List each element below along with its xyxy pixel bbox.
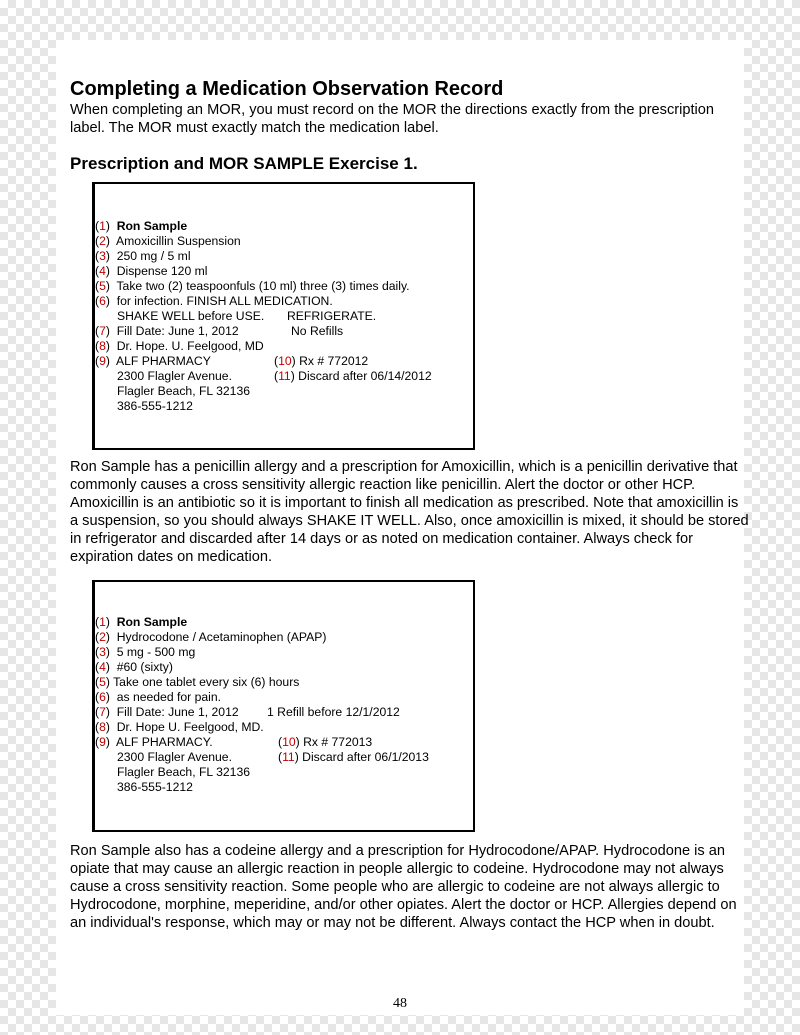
label-line-address: 2300 Flagler Avenue. (11) Discard after 06/14/2012 bbox=[117, 369, 432, 383]
label-line-7: (7) Fill Date: June 1, 2012 1 Refill before 12/1/2012 bbox=[95, 705, 400, 719]
label-line-8: (8) Dr. Hope. U. Feelgood, MD bbox=[95, 339, 264, 353]
label-line-6: (6) as needed for pain. bbox=[95, 690, 222, 704]
hydrocodone-paragraph: Ron Sample also has a codeine allergy and a prescription for Hydrocodone/APAP. Hydrocodone is an opiate that may cause an allergic reaction in people allergic to codeine. Hydrocodone may not always cause a cross sensitivity reaction. Some people who are allergic to codeine are not always allergic to Hydrocodone, morphine, meperidine, and/or other opiates. Alert the doctor or HCP. Allergies depend on an individual's response, which may or may not be different. Always contact the HCP when in doubt. bbox=[70, 843, 737, 931]
amoxicillin-paragraph: Ron Sample has a penicillin allergy and a prescription for Amoxicillin, which is a penicillin derivative that commonly causes a cross sensitivity allergic reaction like penicillin. Alert the doctor or other HCP. Amoxicillin is an antibiotic so it is important to finish all medication as prescribed. Note that amoxicillin is a suspension, so you should always SHAKE IT WELL. Also, once amoxicillin is mixed, it should be stored in refrigerator and discarded after 14 days or as noted on medication container. Always check for expiration dates on medication. bbox=[70, 459, 749, 565]
prescription-label-1-text bbox=[95, 219, 432, 414]
label-line-9: (9) ALF PHARMACY. (10) Rx # 772013 bbox=[95, 735, 373, 749]
label-line-8: (8) Dr. Hope U. Feelgood, MD. bbox=[95, 720, 264, 734]
label-line-phone: 386-555-1212 bbox=[117, 399, 193, 413]
page-number: 48 bbox=[393, 996, 407, 1011]
exercise-heading: Prescription and MOR SAMPLE Exercise 1. bbox=[70, 154, 418, 173]
intro-paragraph: When completing an MOR, you must record on the MOR the directions exactly from the prescription label. The MOR must exactly match the medication label. bbox=[70, 102, 715, 136]
label-line-4: (4) Dispense 120 ml bbox=[95, 264, 208, 278]
label-line-6b: SHAKE WELL before USE. REFRIGERATE. bbox=[117, 309, 377, 323]
prescription-label-2-text bbox=[95, 615, 429, 795]
label-line-5: (5) Take two (2) teaspoonfuls (10 ml) three (3) times daily. bbox=[95, 279, 410, 293]
page-title: Completing a Medication Observation Record bbox=[70, 78, 504, 100]
label-line-3: (3) 250 mg / 5 ml bbox=[95, 249, 191, 263]
label-line-2: (2) Hydrocodone / Acetaminophen (APAP) bbox=[95, 630, 327, 644]
label-line-5: (5) Take one tablet every six (6) hours bbox=[95, 675, 300, 689]
label-line-address: 2300 Flagler Avenue. (11) Discard after 06/1/2013 bbox=[117, 750, 429, 764]
label-line-1: (1) Ron Sample bbox=[95, 615, 188, 629]
label-line-phone: 386-555-1212 bbox=[117, 780, 193, 794]
label-line-city: Flagler Beach, FL 32136 bbox=[117, 765, 251, 779]
label-line-7: (7) Fill Date: June 1, 2012 No Refills bbox=[95, 324, 344, 338]
label-line-3: (3) 5 mg - 500 mg bbox=[95, 645, 196, 659]
label-line-9: (9) ALF PHARMACY (10) Rx # 772012 bbox=[95, 354, 369, 368]
label-line-6: (6) for infection. FINISH ALL MEDICATION. bbox=[95, 294, 333, 308]
label-line-4: (4) #60 (sixty) bbox=[95, 660, 173, 674]
label-line-2: (2) Amoxicillin Suspension bbox=[95, 234, 241, 248]
label-line-1: (1) Ron Sample bbox=[95, 219, 188, 233]
label-line-city: Flagler Beach, FL 32136 bbox=[117, 384, 251, 398]
